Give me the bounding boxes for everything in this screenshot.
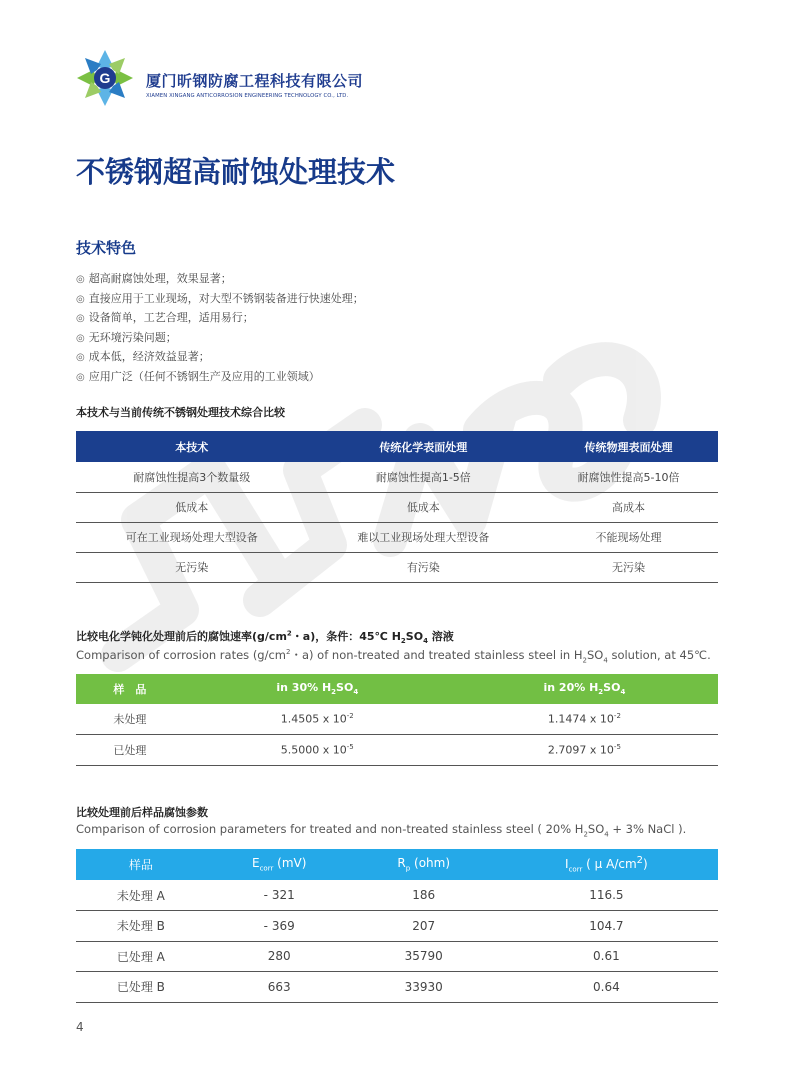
company-name-cn: 厦门昕钢防腐工程科技有限公司 [146, 72, 364, 90]
table-header-cell: $R_p$ (ohm) [353, 849, 495, 880]
table-cell: 280 [206, 941, 353, 972]
table-cell: 耐腐蚀性提高5-10倍 [539, 462, 718, 492]
table-cell: 有污染 [308, 552, 540, 582]
table-header-cell: in 30% $H_2SO_4$ [184, 674, 451, 704]
bullet-icon: ◎ [76, 352, 85, 363]
table-cell: 未处理 [76, 704, 184, 735]
table-cell: 1.4505 x $10^{-2}$ [184, 704, 451, 735]
comparison-table [76, 431, 718, 583]
table3-caption-en: Comparison of corrosion parameters for treated and non-treated stainless steel ( 20% $H_2SO_4 + 3\%$ NaCl ). [76, 822, 687, 839]
corrosion-parameters-table [76, 849, 718, 1003]
table-row [76, 522, 718, 552]
bullet-icon: ◎ [76, 332, 85, 344]
list-item: ◎ 直接应用于工业现场，对大型不锈钢装备进行快速处理； [76, 291, 364, 305]
table-cell: - 369 [206, 911, 353, 942]
table-header-cell: 传统物理表面处理 [539, 431, 718, 462]
bullet-icon: ◎ [76, 274, 85, 285]
page-title: 不锈钢超高耐蚀处理技术 [76, 155, 396, 189]
table-row [76, 462, 718, 492]
table-cell: 已处理 [76, 735, 184, 766]
logo-letter: G [99, 70, 111, 86]
table-cell: 高成本 [539, 492, 718, 522]
table-row [76, 911, 718, 942]
table-cell: 无污染 [539, 552, 718, 582]
list-item: ◎ 应用广泛（任何不锈钢生产及应用的工业领域） [76, 369, 320, 383]
bullet-icon: ◎ [76, 293, 85, 305]
list-item: ◎ 成本低，经济效益显著； [76, 350, 210, 363]
table-row [76, 880, 718, 911]
table-cell: - 321 [206, 880, 353, 911]
table-header-cell: 传统化学表面处理 [308, 431, 540, 462]
table-cell: 0.61 [495, 941, 718, 972]
table-row [76, 552, 718, 582]
table2-caption-cn: 比较电化学钝化处理前后的腐蚀速率($g/cm^2$・a)，条件：45℃ $H_2SO_4$ 溶液 [76, 629, 454, 646]
corrosion-rate-table [76, 674, 718, 766]
table-row [76, 492, 718, 522]
list-item: ◎ 无环境污染问题； [76, 330, 177, 344]
table-cell: 耐腐蚀性提高3个数量级 [76, 462, 308, 492]
table-cell: 104.7 [495, 911, 718, 942]
table-cell: 186 [353, 880, 495, 911]
table-cell: 可在工业现场处理大型设备 [76, 522, 308, 552]
table-cell: 低成本 [308, 492, 540, 522]
table-row [76, 972, 718, 1003]
bullet-icon: ◎ [76, 313, 85, 324]
table-header-cell: in 20% $H_2SO_4$ [451, 674, 718, 704]
list-item: ◎ 设备简单，工艺合理，适用易行； [76, 311, 254, 324]
table2-caption-en: Comparison of corrosion rates ($g/cm^2$・a) of non-treated and treated stainless steel in $H_2SO_4$ solution, at 45℃. [76, 648, 711, 665]
table-header-cell: 样品 [76, 849, 206, 880]
company-name [146, 70, 363, 99]
table-cell: 无污染 [76, 552, 308, 582]
table-cell: 663 [206, 972, 353, 1003]
list-item: ◎ 超高耐腐蚀处理，效果显著； [76, 272, 232, 285]
company-name-en: XIAMEN XINGANG ANTICORROSION ENGINEERING TECHNOLOGY CO., LTD. [146, 93, 349, 99]
table-cell: 5.5000 x $10^{-5}$ [184, 735, 451, 766]
table3-caption: 比较处理前后样品腐蚀参数 [76, 806, 208, 819]
table-cell: 难以工业现场处理大型设备 [308, 522, 540, 552]
table-cell: 35790 [353, 941, 495, 972]
table-cell: 33930 [353, 972, 495, 1003]
table-cell: 不能现场处理 [539, 522, 718, 552]
page-number: 4 [76, 1020, 84, 1034]
table-header-cell: 样 品 [76, 674, 184, 704]
table-cell: 未处理 B [76, 911, 206, 942]
table1-caption: 本技术与当前传统不锈钢处理技术综合比较 [76, 406, 285, 419]
table-row [76, 941, 718, 972]
table-cell: 207 [353, 911, 495, 942]
table-row [76, 704, 718, 735]
table-cell: 116.5 [495, 880, 718, 911]
table-row [76, 735, 718, 766]
table-cell: 已处理 B [76, 972, 206, 1003]
table-cell: 低成本 [76, 492, 308, 522]
table-cell: 0.64 [495, 972, 718, 1003]
xingang-logo-icon [75, 48, 135, 108]
table-header-cell: $I_{corr}$ ( μ $A/cm^2$) [495, 849, 718, 880]
table-cell: 2.7097 x $10^{-5}$ [451, 735, 718, 766]
table-cell: 已处理 A [76, 941, 206, 972]
table-header-cell: 本技术 [76, 431, 308, 462]
table-header-cell: $E_{corr}$ (mV) [206, 849, 353, 880]
features-heading: 技术特色 [76, 239, 137, 257]
table-cell: 耐腐蚀性提高1-5倍 [308, 462, 540, 492]
table-cell: 1.1474 x $10^{-2}$ [451, 704, 718, 735]
features-list [76, 270, 364, 387]
bullet-icon: ◎ [76, 371, 85, 383]
table-cell: 未处理 A [76, 880, 206, 911]
